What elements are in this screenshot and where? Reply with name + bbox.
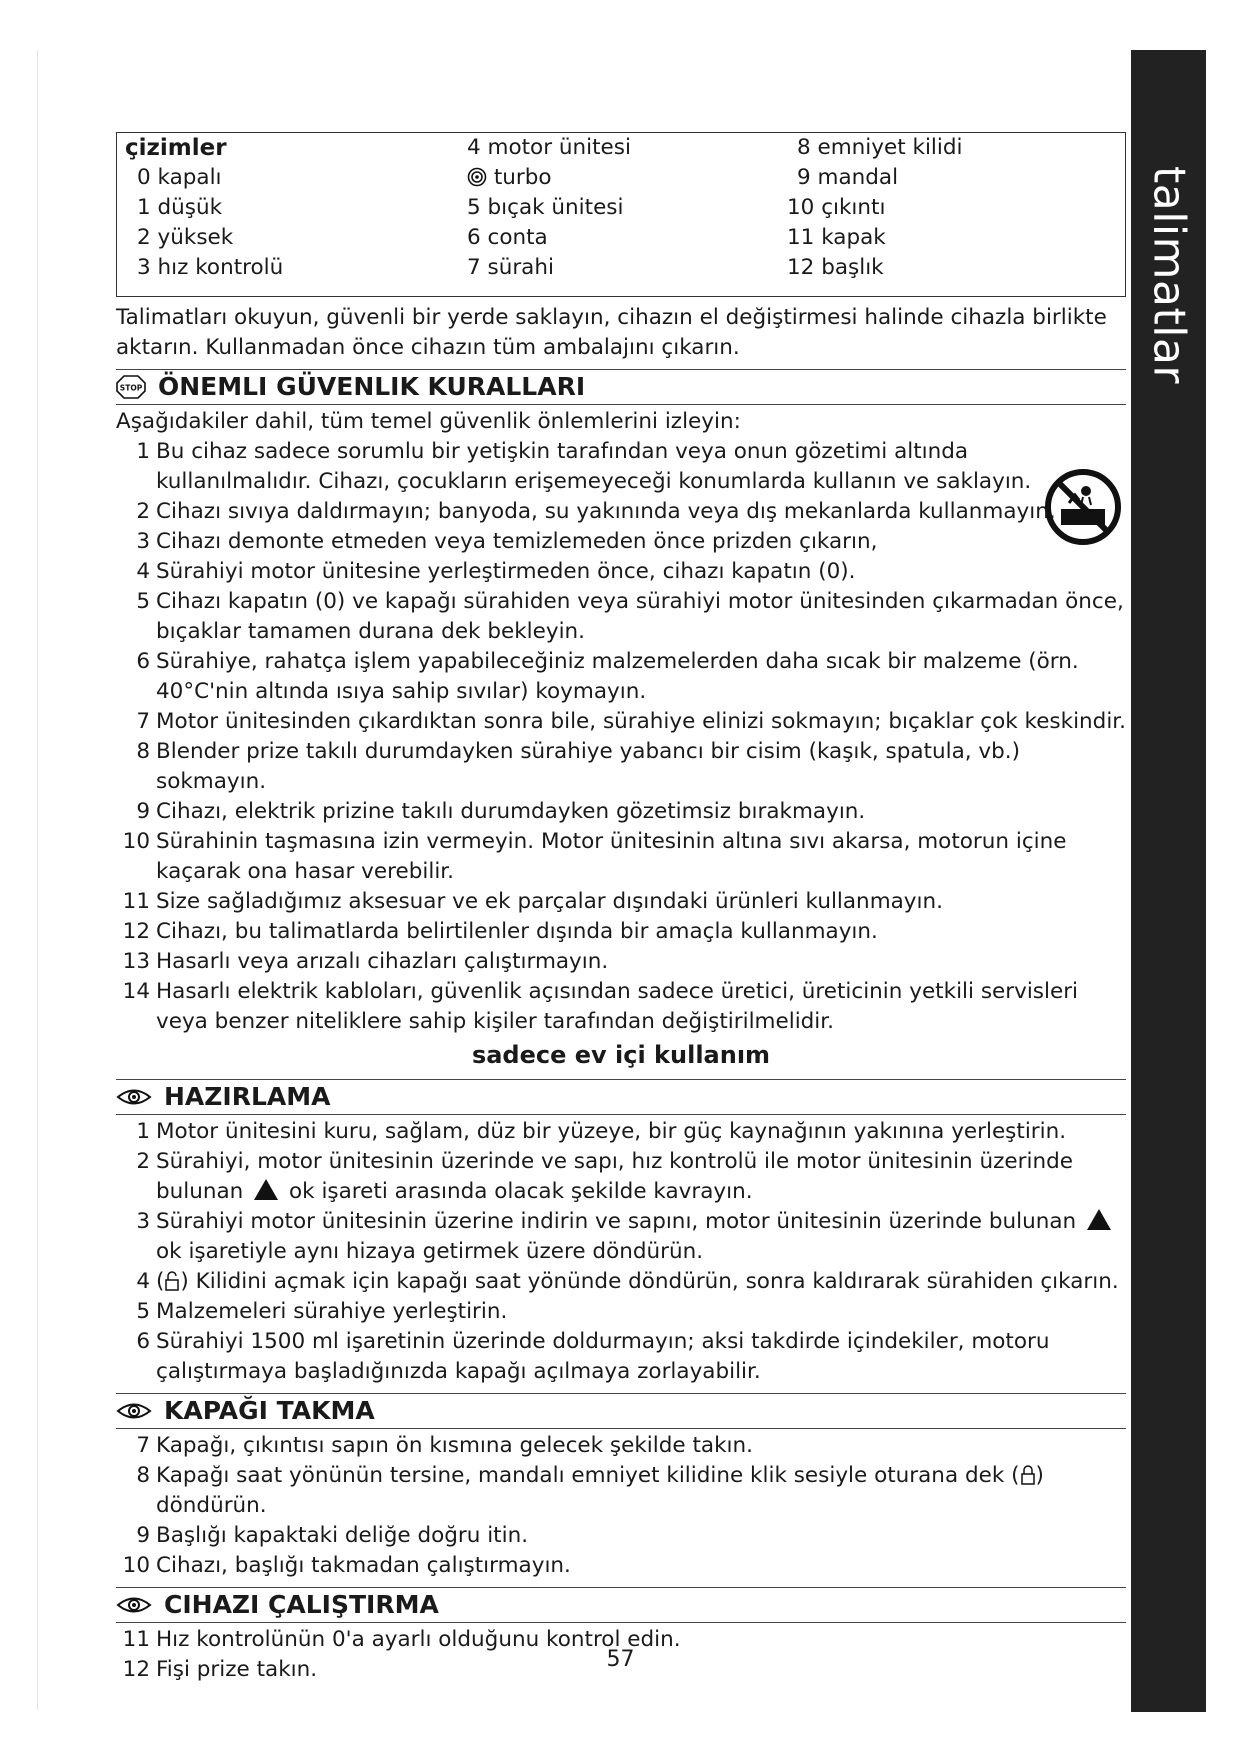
legend-item: 12 başlık — [787, 255, 884, 280]
list-item — [116, 557, 1126, 587]
side-tab — [1131, 50, 1206, 1712]
item-text: Cihazı sıvıya daldırmayın; banyoda, su yakınında veya dış mekanlarda kullanmayın. — [156, 499, 1056, 524]
lid-heading — [116, 1393, 1126, 1429]
list-item — [116, 737, 1126, 797]
item-text: Bu cihaz sadece sorumlu bir yetişkin tarafından veya onun gözetimi altında kullanılmalıdır. Cihazı, çocukların erişemeyeceği konumlarda kullanın ve saklayın. — [156, 439, 1032, 494]
lock-icon — [1020, 1465, 1036, 1485]
legend-col-3 — [787, 133, 963, 283]
arrow-mark-icon — [254, 1179, 278, 1200]
item-number: 11 — [122, 889, 150, 914]
legend-item: 10 çıkıntı — [787, 195, 886, 220]
legend-item: 5 bıçak ünitesi — [467, 195, 624, 220]
section-title: HAZIRLAMA — [164, 1082, 331, 1111]
list-item — [116, 707, 1126, 737]
list-item — [116, 437, 1126, 497]
eye-icon — [116, 1401, 152, 1421]
list-item: 8 Kapağı saat yönünün tersine, mandalı emniyet kilidine klik sesiyle oturana dek ( ) döndürün. — [136, 1463, 1044, 1518]
list-item: 10 Cihazı, başlığı takmadan çalıştırmayın. — [122, 1553, 571, 1578]
safety-lead: Aşağıdakiler dahil, tüm temel güvenlik önlemlerini izleyin: — [116, 409, 741, 434]
section-title: CIHAZI ÇALIŞTIRMA — [164, 1590, 439, 1619]
svg-text:STOP: STOP — [119, 383, 143, 393]
item-text: Sürahinin taşmasına izin vermeyin. Motor ünitesinin altına sıvı akarsa, motorun içine kaçarak ona hasar verebilir. — [156, 829, 1067, 884]
legend-item: 1 düşük — [137, 195, 223, 220]
item-text: Cihazı, elektrik prizine takılı durumdayken gözetimsiz bırakmayın. — [156, 799, 866, 824]
item-number: 7 — [136, 709, 150, 734]
section-title: KAPAĞI TAKMA — [164, 1396, 375, 1425]
item-text: Sürahiye, rahatça işlem yapabileceğiniz malzemelerden daha sıcak bir malzeme (örn. 40°C'nin altında ısıya sahip sıvılar) koymayın. — [156, 649, 1079, 704]
item-text: Hasarlı veya arızalı cihazları çalıştırmayın. — [156, 949, 609, 974]
legend-box — [116, 132, 1126, 297]
legend-title: çizimler — [125, 135, 227, 161]
safety-list — [116, 437, 1126, 1037]
item-number: 2 — [136, 499, 150, 524]
page-edge — [37, 50, 38, 1710]
list-item — [116, 497, 1126, 527]
list-item — [116, 587, 1126, 647]
content — [116, 132, 1126, 1685]
eye-icon — [116, 1595, 152, 1615]
item-text: Cihazı, bu talimatlarda belirtilenler dışında bir amaçla kullanmayın. — [156, 919, 878, 944]
list-item: 1 Motor ünitesini kuru, sağlam, düz bir yüzeye, bir güç kaynağının yakınına yerleştirin. — [136, 1119, 1067, 1144]
item-text: Size sağladığımız aksesuar ve ek parçalar dışındaki ürünleri kullanmayın. — [156, 889, 943, 914]
legend-item: 0 kapalı — [137, 165, 222, 190]
legend-item: 6 conta — [467, 225, 548, 250]
item-number: 9 — [136, 799, 150, 824]
prep-heading — [116, 1079, 1126, 1115]
list-item — [116, 647, 1126, 707]
side-tab-label: talimatlar — [1143, 165, 1194, 385]
item-number: 1 — [136, 439, 150, 464]
item-text: Cihazı kapatın (0) ve kapağı sürahiden veya sürahiyi motor ünitesinden çıkarmadan önce, bıçaklar tamamen durana dek bekleyin. — [156, 589, 1124, 644]
household-note: sadece ev içi kullanım — [471, 1041, 771, 1069]
item-number: 5 — [136, 589, 150, 614]
list-item — [116, 827, 1126, 887]
item-number: 3 — [136, 529, 150, 554]
item-text: Cihazı demonte etmeden veya temizlemeden önce prizden çıkarın, — [156, 529, 878, 554]
list-item: 5 Malzemeleri sürahiye yerleştirin. — [136, 1299, 508, 1324]
list-item: 7 Kapağı, çıkıntısı sapın ön kısmına gelecek şekilde takın. — [136, 1433, 753, 1458]
list-item — [116, 797, 1126, 827]
legend-item-label: turbo — [493, 165, 552, 190]
item-number: 14 — [122, 979, 150, 1004]
page-number: 57 — [606, 1647, 635, 1672]
list-item — [116, 527, 1126, 557]
list-item — [116, 917, 1126, 947]
list-item: 11 Hız kontrolünün 0'a ayarlı olduğunu kontrol edin. — [122, 1627, 681, 1652]
unlock-icon — [164, 1271, 180, 1291]
legend-item: 3 hız kontrolü — [137, 255, 284, 280]
stop-icon — [116, 375, 146, 399]
list-item: 12 Fişi prize takın. — [122, 1657, 318, 1682]
arrow-mark-icon — [1087, 1209, 1111, 1230]
operate-heading — [116, 1587, 1126, 1623]
item-text: Motor ünitesinden çıkardıktan sonra bile, sürahiye elinizi sokmayın; bıçaklar çok keskindir. — [156, 709, 1126, 734]
item-number: 8 — [136, 739, 150, 764]
list-item — [116, 887, 1126, 917]
legend-item: 11 kapak — [787, 225, 886, 250]
item-number: 6 — [136, 649, 150, 674]
legend-item: 7 sürahi — [467, 255, 554, 280]
list-item: 4 ( ) Kilidini açmak için kapağı saat yönünde döndürün, sonra kaldırarak sürahiden çıkarın. — [136, 1269, 1119, 1294]
list-item — [116, 947, 1126, 977]
section-title: ÖNEMLI GÜVENLIK KURALLARI — [158, 372, 586, 401]
item-text: Sürahiyi motor ünitesine yerleştirmeden önce, cihazı kapatın (0). — [156, 559, 856, 584]
turbo-icon — [467, 167, 487, 187]
item-number: 10 — [122, 829, 150, 854]
item-text: Hasarlı elektrik kabloları, güvenlik açısından sadece üretici, üreticinin yetkili servisleri veya benzer niteliklere sahip kişiler tarafından değiştirilmelidir. — [156, 979, 1079, 1034]
list-item: 2 Sürahiyi, motor ünitesinin üzerinde ve sapı, hız kontrolü ile motor ünitesinin üzerinde bulunan ok işareti arasında olacak şekilde kavrayın. — [136, 1149, 1073, 1204]
item-number: 12 — [122, 919, 150, 944]
legend-item: 9 mandal — [797, 165, 899, 190]
list-item: 6 Sürahiyi 1500 ml işaretinin üzerinde doldurmayın; aksi takdirde içindekiler, motoru çalıştırmaya başladığınızda kapağı açılmaya zorlayabilir. — [136, 1329, 1050, 1384]
legend-item: 4 motor ünitesi — [467, 135, 631, 160]
list-item: 3 Sürahiyi motor ünitesinin üzerine indirin ve sapını, motor ünitesinin üzerinde bulunan ok işaretiyle aynı hizaya getirmek üzere döndürün. — [116, 1207, 1126, 1267]
item-number: 4 — [136, 559, 150, 584]
list-item — [116, 977, 1126, 1037]
list-item: 9 Başlığı kapaktaki deliğe doğru itin. — [136, 1523, 529, 1548]
legend-item: 2 yüksek — [137, 225, 234, 250]
legend-item-turbo — [467, 163, 631, 193]
item-number: 13 — [122, 949, 150, 974]
safety-heading — [116, 369, 1126, 405]
legend-col-1 — [125, 133, 283, 283]
legend-col-2 — [467, 133, 631, 283]
intro-text: Talimatları okuyun, güvenli bir yerde saklayın, cihazın el değiştirmesi halinde cihazla birlikte aktarın. Kullanmadan önce cihazın tüm ambalajını çıkarın. — [116, 305, 1107, 360]
eye-icon — [116, 1087, 152, 1107]
item-text: Blender prize takılı durumdayken sürahiye yabancı bir cisim (kaşık, spatula, vb.) sokmayın. — [156, 739, 1021, 794]
legend-item: 8 emniyet kilidi — [797, 135, 963, 160]
